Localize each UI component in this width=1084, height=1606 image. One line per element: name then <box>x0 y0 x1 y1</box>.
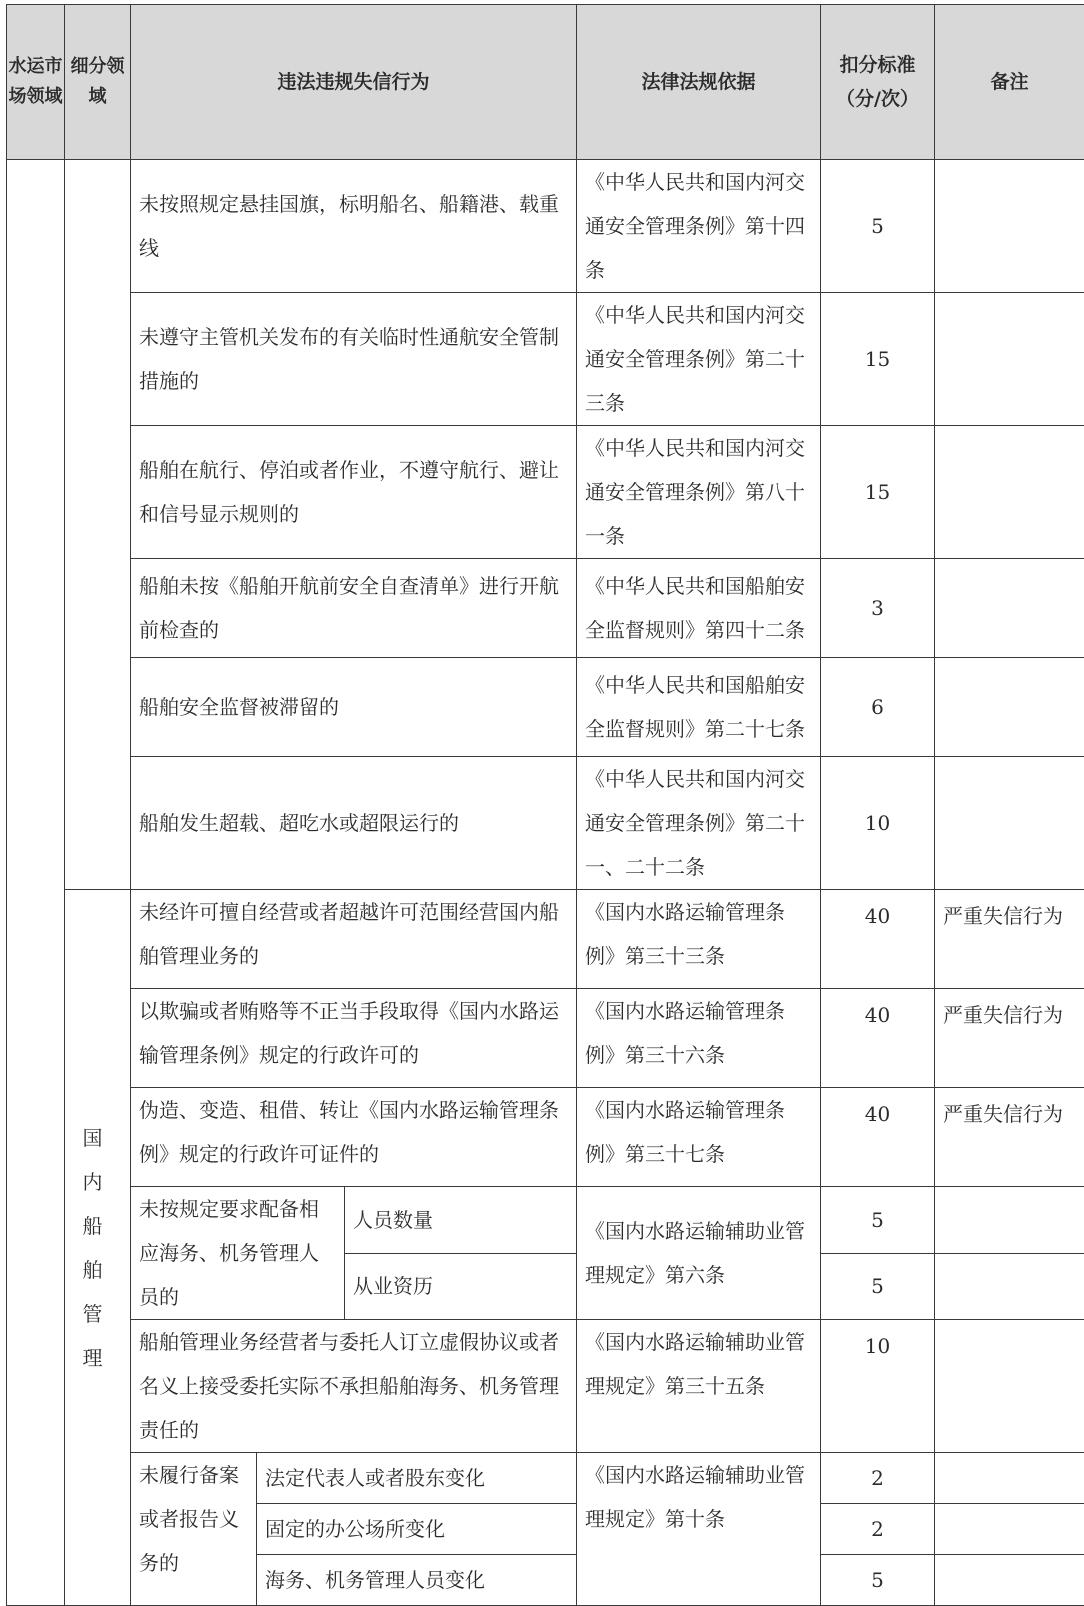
table-row <box>7 1320 1084 1453</box>
header-note: 备注 <box>935 5 1084 160</box>
behavior-cell: 船舶管理业务经营者与委托人订立虚假协议或者名义上接受委托实际不承担船舶海务、机务管理责任的 <box>131 1320 577 1453</box>
behavior-cell: 未按规定要求配备相应海务、机务管理人员的 <box>131 1187 345 1320</box>
behavior-cell: 船舶未按《船舶开航前安全自查清单》进行开航前检查的 <box>131 559 577 658</box>
score-cell: 40 <box>821 989 935 1088</box>
sub-item-cell: 法定代表人或者股东变化 <box>257 1453 577 1504</box>
law-cell: 《国内水路运输辅助业管理规定》第六条 <box>577 1187 821 1320</box>
behavior-cell: 船舶在航行、停泊或者作业，不遵守航行、避让和信号显示规则的 <box>131 426 577 559</box>
sub-item-cell: 人员数量 <box>345 1187 577 1254</box>
note-cell <box>935 293 1084 426</box>
table-row <box>7 1088 1084 1187</box>
score-cell: 15 <box>821 426 935 559</box>
table-row <box>7 1453 1084 1504</box>
credit-penalty-table <box>6 4 1084 1606</box>
table-row <box>7 989 1084 1088</box>
note-cell: 严重失信行为 <box>935 989 1084 1088</box>
behavior-cell: 未履行备案或者报告义务的 <box>131 1453 257 1606</box>
note-cell <box>935 1320 1084 1453</box>
score-cell: 10 <box>821 757 935 890</box>
sub-item-cell: 固定的办公场所变化 <box>257 1504 577 1555</box>
law-cell: 《国内水路运输管理条例》第三十六条 <box>577 989 821 1088</box>
law-cell: 《中华人民共和国内河交通安全管理条例》第八十一条 <box>577 426 821 559</box>
note-cell <box>935 1504 1084 1555</box>
law-cell: 《国内水路运输辅助业管理规定》第十条 <box>577 1453 821 1606</box>
behavior-cell: 伪造、变造、租借、转让《国内水路运输管理条例》规定的行政许可证件的 <box>131 1088 577 1187</box>
law-cell: 《中华人民共和国内河交通安全管理条例》第十四条 <box>577 160 821 293</box>
note-cell: 严重失信行为 <box>935 890 1084 989</box>
score-cell: 5 <box>821 1187 935 1254</box>
score-cell: 40 <box>821 1088 935 1187</box>
behavior-cell: 船舶安全监督被滞留的 <box>131 658 577 757</box>
score-cell: 40 <box>821 890 935 989</box>
sub-item-cell: 海务、机务管理人员变化 <box>257 1555 577 1606</box>
table-row <box>7 757 1084 890</box>
header-row <box>7 5 1084 160</box>
table-row <box>7 160 1084 293</box>
sub-item-cell: 从业资历 <box>345 1253 577 1320</box>
note-cell <box>935 1253 1084 1320</box>
note-cell <box>935 426 1084 559</box>
score-cell: 5 <box>821 160 935 293</box>
law-cell: 《中华人民共和国船舶安全监督规则》第二十七条 <box>577 658 821 757</box>
segment-cell-blank <box>65 160 131 890</box>
score-cell: 2 <box>821 1504 935 1555</box>
score-cell: 5 <box>821 1253 935 1320</box>
note-cell <box>935 757 1084 890</box>
note-cell <box>935 658 1084 757</box>
score-cell: 5 <box>821 1555 935 1606</box>
law-cell: 《国内水路运输管理条例》第三十三条 <box>577 890 821 989</box>
table-row <box>7 890 1084 989</box>
behavior-cell: 船舶发生超载、超吃水或超限运行的 <box>131 757 577 890</box>
header-segment: 细分领域 <box>65 5 131 160</box>
note-cell <box>935 1187 1084 1254</box>
note-cell <box>935 160 1084 293</box>
score-cell: 6 <box>821 658 935 757</box>
table-row <box>7 426 1084 559</box>
note-cell <box>935 1453 1084 1504</box>
table-row <box>7 293 1084 426</box>
law-cell: 《国内水路运输辅助业管理规定》第三十五条 <box>577 1320 821 1453</box>
note-cell <box>935 559 1084 658</box>
table-row <box>7 658 1084 757</box>
behavior-cell: 未按照规定悬挂国旗，标明船名、船籍港、载重线 <box>131 160 577 293</box>
note-cell: 严重失信行为 <box>935 1088 1084 1187</box>
behavior-cell: 未经许可擅自经营或者超越许可范围经营国内船舶管理业务的 <box>131 890 577 989</box>
header-behavior: 违法违规失信行为 <box>131 5 577 160</box>
table-row <box>7 559 1084 658</box>
table-row <box>7 1187 1084 1254</box>
market-cell <box>7 160 65 1606</box>
score-cell: 2 <box>821 1453 935 1504</box>
header-law: 法律法规依据 <box>577 5 821 160</box>
law-cell: 《中华人民共和国内河交通安全管理条例》第二十一、二十二条 <box>577 757 821 890</box>
law-cell: 《国内水路运输管理条例》第三十七条 <box>577 1088 821 1187</box>
behavior-cell: 以欺骗或者贿赂等不正当手段取得《国内水路运输管理条例》规定的行政许可的 <box>131 989 577 1088</box>
header-score: 扣分标准（分/次） <box>821 5 935 160</box>
score-cell: 10 <box>821 1320 935 1453</box>
note-cell <box>935 1555 1084 1606</box>
segment-cell: 国内船舶管理 <box>65 890 131 1606</box>
behavior-cell: 未遵守主管机关发布的有关临时性通航安全管制措施的 <box>131 293 577 426</box>
law-cell: 《中华人民共和国内河交通安全管理条例》第二十三条 <box>577 293 821 426</box>
score-cell: 15 <box>821 293 935 426</box>
header-market: 水运市场领域 <box>7 5 65 160</box>
law-cell: 《中华人民共和国船舶安全监督规则》第四十二条 <box>577 559 821 658</box>
score-cell: 3 <box>821 559 935 658</box>
